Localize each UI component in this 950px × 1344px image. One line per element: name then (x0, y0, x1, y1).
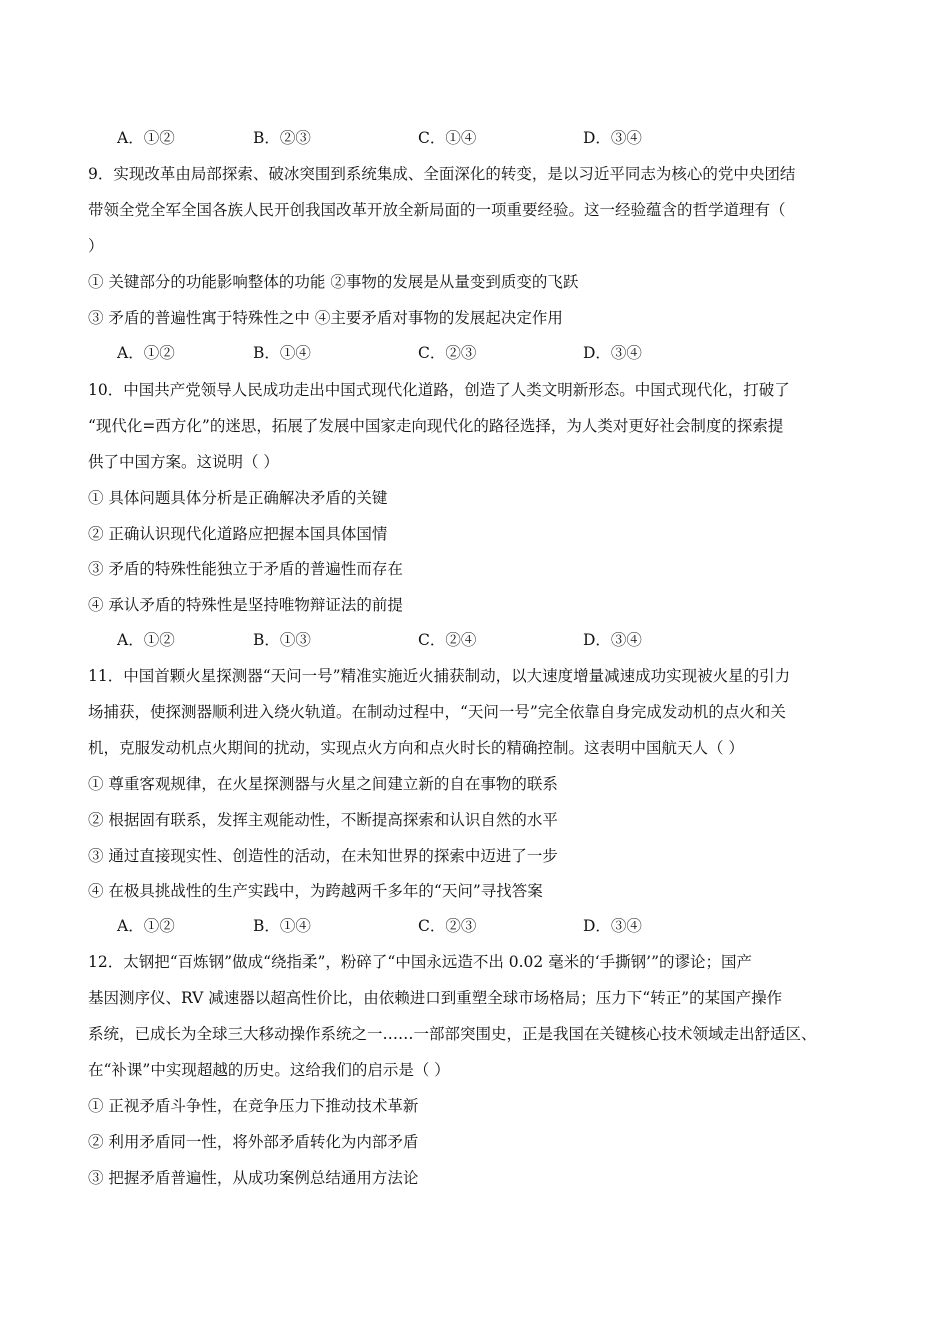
q10-statement-4: ④ 承认矛盾的特殊性是坚持唯物辩证法的前提 (88, 596, 403, 614)
q10-option-d: D．③④ (583, 631, 642, 649)
q12-statement-1: ① 正视矛盾斗争性，在竞争压力下推动技术革新 (88, 1097, 419, 1115)
q11-statement-4: ④ 在极具挑战性的生产实践中，为跨越两千多年的“天问”寻找答案 (88, 882, 543, 900)
q11-stem-line-1: 11．中国首颗火星探测器“天问一号”精准实施近火捕获制动，以大速度增量减速成功实现被火星的引力 (88, 667, 791, 685)
q11-option-d: D．③④ (583, 917, 642, 935)
q10-option-b: B．①③ (253, 631, 311, 649)
q10-statement-3: ③ 矛盾的特殊性能独立于矛盾的普遍性而存在 (88, 560, 403, 578)
q11-statement-2: ② 根据固有联系，发挥主观能动性，不断提高探索和认识自然的水平 (88, 811, 558, 829)
q8-option-c: C．①④ (418, 129, 477, 147)
q12-stem-line-4: 在“补课”中实现超越的历史。这给我们的启示是（ ） (88, 1061, 450, 1079)
q10-stem-line-2: “现代化=西方化”的迷思，拓展了发展中国家走向现代化的路径选择，为人类对更好社会制度的探索提 (88, 417, 784, 435)
q9-option-b: B．①④ (253, 344, 311, 362)
q11-option-c: C．②③ (418, 917, 477, 935)
q11-option-b: B．①④ (253, 917, 311, 935)
q9-option-c: C．②③ (418, 344, 477, 362)
q9-stem-line-1: 9．实现改革由局部探索、破冰突围到系统集成、全面深化的转变，是以习近平同志为核心的党中央团结 (88, 165, 796, 183)
q10-option-c: C．②④ (418, 631, 477, 649)
q11-options (117, 916, 717, 936)
q12-stem-line-1: 12．太钢把“百炼钢”做成“绕指柔”，粉碎了“中国永远造不出 0.02 毫米的‘手撕钢’”的谬论；国产 (88, 953, 752, 971)
q9-stem-line-2: 带领全党全军全国各族人民开创我国改革开放全新局面的一项重要经验。这一经验蕴含的哲学道理有（ (88, 201, 786, 219)
q8-option-d: D．③④ (583, 129, 642, 147)
q10-option-a: A．①② (117, 631, 175, 649)
q9-option-d: D．③④ (583, 344, 642, 362)
q10-statement-2: ② 正确认识现代化道路应把握本国具体国情 (88, 525, 388, 543)
q11-option-a: A．①② (117, 917, 175, 935)
q9-options (117, 343, 717, 363)
q8-option-b: B．②③ (253, 129, 311, 147)
q11-statement-1: ① 尊重客观规律，在火星探测器与火星之间建立新的自在事物的联系 (88, 775, 558, 793)
q9-stem-line-3: ） (88, 237, 104, 255)
q12-statement-2: ② 利用矛盾同一性，将外部矛盾转化为内部矛盾 (88, 1133, 419, 1151)
q12-stem-line-3: 系统，已成长为全球三大移动操作系统之一……一部部突围史，正是我国在关键核心技术领域走出舒适区、 (88, 1025, 817, 1043)
q11-stem-line-2: 场捕获，使探测器顺利进入绕火轨道。在制动过程中，“天问一号”完全依靠自身完成发动机的点火和关 (88, 703, 786, 721)
q12-stem-line-2: 基因测序仪、RV 减速器以超高性价比，由依赖进口到重塑全球市场格局；压力下“转正”的某国产操作 (88, 989, 783, 1007)
q12-statement-3: ③ 把握矛盾普遍性，从成功案例总结通用方法论 (88, 1169, 419, 1187)
q10-statement-1: ① 具体问题具体分析是正确解决矛盾的关键 (88, 489, 388, 507)
q8-option-a: A．①② (117, 129, 175, 147)
q10-options (117, 630, 717, 650)
q11-stem-line-3: 机，克服发动机点火期间的扰动，实现点火方向和点火时长的精确控制。这表明中国航天人（ ） (88, 739, 744, 757)
q10-stem-line-3: 供了中国方案。这说明（ ） (88, 453, 279, 471)
q9-statement-2: ③ 矛盾的普遍性寓于特殊性之中 ④主要矛盾对事物的发展起决定作用 (88, 309, 563, 327)
q9-statement-1: ① 关键部分的功能影响整体的功能 ②事物的发展是从量变到质变的飞跃 (88, 273, 579, 291)
q9-option-a: A．①② (117, 344, 175, 362)
q11-statement-3: ③ 通过直接现实性、创造性的活动，在未知世界的探索中迈进了一步 (88, 847, 558, 865)
q10-stem-line-1: 10．中国共产党领导人民成功走出中国式现代化道路，创造了人类文明新形态。中国式现代化，打破了 (88, 381, 790, 399)
q8-options (117, 128, 717, 148)
